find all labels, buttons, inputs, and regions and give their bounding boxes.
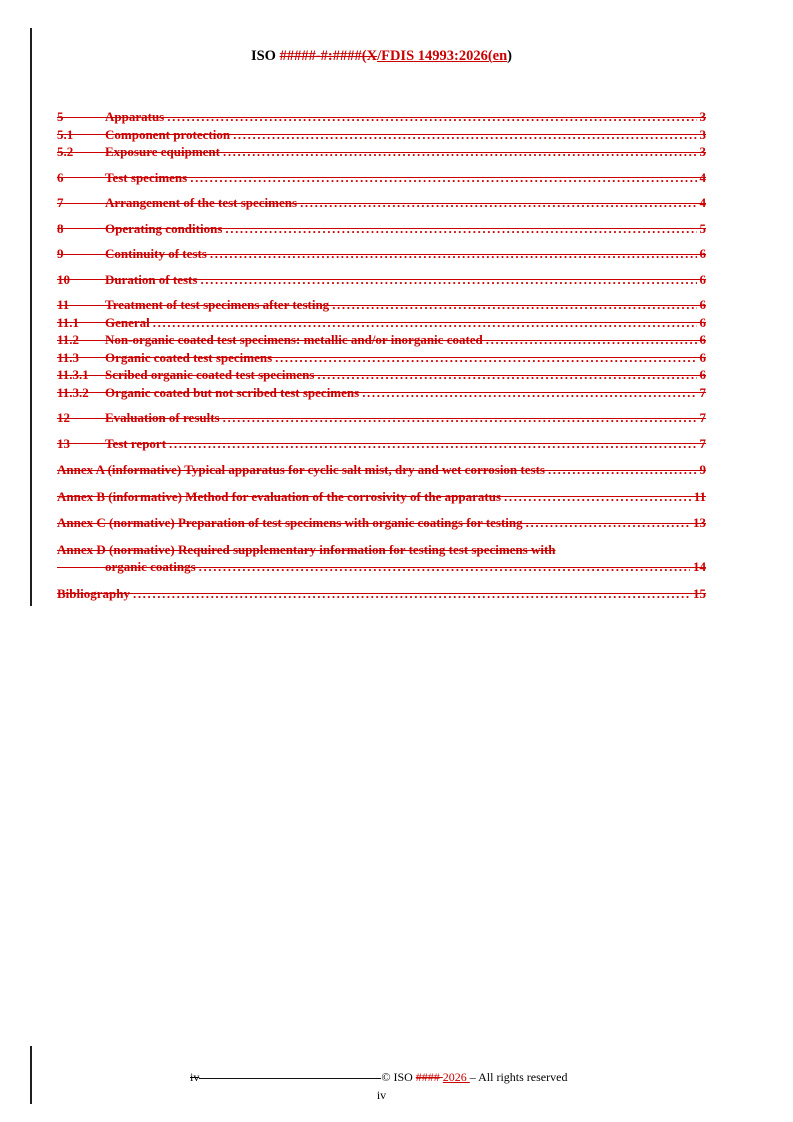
toc-entry-title: Annex A (informative) Typical apparatus for cyclic salt mist, dry and wet corrosion tests <box>57 462 545 477</box>
toc-entry-page: 7 <box>699 410 706 425</box>
toc-entry-title: Apparatus <box>105 109 165 124</box>
toc-entry-number: 6 <box>57 169 64 185</box>
toc-entry-page: 11 <box>693 488 706 504</box>
toc-entry-title: Operating conditions <box>105 220 223 236</box>
toc-entry-page: 4 <box>699 195 706 210</box>
toc-entry-11-1[interactable] <box>57 314 706 332</box>
dot-leader <box>210 245 697 263</box>
toc-entry-title: Exposure equipment <box>105 144 220 159</box>
toc-entry-title: Test report <box>105 435 167 451</box>
copyright-prefix: © ISO <box>381 1070 416 1084</box>
dot-leader <box>233 126 696 144</box>
toc-entry-page: 14 <box>693 559 706 574</box>
toc-entry-5-2[interactable] <box>57 143 706 161</box>
toc-entry-7[interactable] <box>57 194 706 212</box>
toc-entry-number: 11.1 <box>57 314 80 330</box>
dot-leader <box>504 488 691 506</box>
dot-leader <box>200 271 696 289</box>
copyright-year-inserted: 2026 <box>442 1070 470 1084</box>
toc-entry-8[interactable] <box>57 220 706 238</box>
toc-entry-page: 6 <box>699 349 706 365</box>
toc-entry-11[interactable] <box>57 296 706 314</box>
toc-entry-title: Test specimens <box>105 169 188 185</box>
dot-leader <box>133 585 690 603</box>
toc-entry-number: 5 <box>57 109 64 124</box>
toc-entry-title: Scribed organic coated test specimens <box>105 367 315 382</box>
toc-entry-title: Arrangement of the test specimens <box>105 195 298 210</box>
toc-entry-page: 6 <box>699 314 706 330</box>
dot-leader <box>275 349 696 367</box>
dot-leader <box>332 296 696 314</box>
toc-entry-bibliography[interactable] <box>57 585 706 603</box>
dot-leader <box>223 409 697 427</box>
toc-entry-page: 5 <box>699 220 706 236</box>
toc-entry-number: 13 <box>57 435 70 451</box>
dot-leader <box>223 143 697 161</box>
toc-entry-title: Continuity of tests <box>105 246 207 261</box>
toc-entry-annex-d-line1[interactable] <box>57 541 706 559</box>
toc-entry-number: 7 <box>57 195 64 210</box>
toc-entry-number: 11 <box>57 297 70 312</box>
toc-entry-11-3-2[interactable] <box>57 384 706 402</box>
toc-entry-annex-c[interactable] <box>57 514 706 532</box>
copyright-suffix: – All rights reserved <box>469 1070 568 1084</box>
toc-entry-11-3[interactable] <box>57 349 706 367</box>
dot-leader <box>526 514 690 532</box>
toc-entry-title: Non-organic coated test specimens: metallic and/or inorganic coated <box>105 332 483 347</box>
footer-copyright-line <box>57 1070 706 1085</box>
toc-entry-page: 7 <box>699 435 706 451</box>
dot-leader <box>548 461 697 479</box>
toc-entry-number: 11.3 <box>57 349 80 365</box>
footer-page-number: iv <box>376 1088 387 1102</box>
toc-entry-page: 6 <box>699 367 706 382</box>
dot-leader <box>225 220 696 238</box>
toc-entry-title: organic coatings <box>105 559 196 574</box>
toc-entry-number: 12 <box>57 410 70 425</box>
toc-entry-number: 10 <box>57 271 70 287</box>
toc-entry-title: Duration of tests <box>105 271 198 287</box>
toc-entry-title: Component protection <box>105 126 231 142</box>
toc-entry-5-1[interactable] <box>57 126 706 144</box>
toc-entry-annex-a[interactable] <box>57 461 706 479</box>
document-footer <box>57 1070 706 1103</box>
toc-entry-title: Bibliography <box>57 585 130 601</box>
toc-entry-title: Evaluation of results <box>105 410 220 425</box>
toc-entry-page: 3 <box>699 126 706 142</box>
dot-leader <box>153 314 697 332</box>
dot-leader <box>486 331 697 349</box>
document-header <box>57 48 706 65</box>
toc-entry-12[interactable] <box>57 409 706 427</box>
header-deleted-text: #####-#:####(X <box>279 48 378 64</box>
toc-entry-title: Annex B (informative) Method for evaluation of the corrosivity of the apparatus <box>57 488 502 504</box>
toc-entry-number: 9 <box>57 246 64 261</box>
toc-entry-6[interactable] <box>57 169 706 187</box>
toc-entry-title: General <box>105 314 150 330</box>
strikethrough-tab-line <box>199 1078 381 1079</box>
dot-leader <box>190 169 696 187</box>
dot-leader <box>169 435 696 453</box>
toc-entry-page: 6 <box>699 246 706 261</box>
header-suffix: ) <box>507 48 513 64</box>
toc-entry-9[interactable] <box>57 245 706 263</box>
toc-entry-title: Organic coated but not scribed test specimens <box>105 384 360 400</box>
toc-entry-page: 7 <box>699 384 706 400</box>
toc-entry-page: 6 <box>699 271 706 287</box>
change-bar <box>30 28 32 606</box>
change-bar <box>30 1046 32 1104</box>
header-prefix: ISO <box>250 48 280 64</box>
toc-entry-annex-d-line2[interactable] <box>57 558 706 576</box>
toc-entry-page: 15 <box>693 585 706 601</box>
copyright-text <box>381 1070 567 1085</box>
toc-entry-title: Treatment of test specimens after testing <box>105 297 330 312</box>
dot-leader <box>362 384 696 402</box>
dot-leader <box>167 108 696 126</box>
toc-entry-number: 5.2 <box>57 144 74 159</box>
toc-entry-11-2[interactable] <box>57 331 706 349</box>
dot-leader <box>199 558 690 576</box>
toc-entry-number: 11.3.1 <box>57 367 89 382</box>
dot-leader <box>317 366 696 384</box>
toc-entry-number: 5.1 <box>57 126 74 142</box>
toc-entry-page: 6 <box>699 297 706 312</box>
toc-entry-title: Organic coated test specimens <box>105 349 273 365</box>
toc-entry-13[interactable] <box>57 435 706 453</box>
toc-entry-number: 11.3.2 <box>57 384 89 400</box>
toc-entry-title: Annex C (normative) Preparation of test specimens with organic coatings for testing <box>57 515 523 530</box>
toc-entry-number: 8 <box>57 220 64 236</box>
toc-entry-5[interactable] <box>57 108 706 126</box>
toc-entry-11-3-1[interactable] <box>57 366 706 384</box>
toc-entry-page: 3 <box>699 144 706 159</box>
copyright-year-deleted: #### <box>415 1070 443 1084</box>
toc-entry-page: 6 <box>699 332 706 347</box>
toc-entry-annex-b[interactable] <box>57 488 706 506</box>
toc-entry-page: 13 <box>693 515 706 530</box>
toc-entry-page: 3 <box>699 109 706 124</box>
dot-leader <box>300 194 696 212</box>
toc-entry-10[interactable] <box>57 271 706 289</box>
toc-entry-title: Annex D (normative) Required supplementary information for testing test specimens with <box>57 541 556 557</box>
toc-entry-number: 11.2 <box>57 332 80 347</box>
footer-deleted-page-marker: iv <box>190 1070 200 1084</box>
toc-entry-page: 9 <box>699 462 706 477</box>
table-of-contents <box>57 108 706 602</box>
header-inserted-text: /FDIS 14993:2026(en <box>377 48 508 64</box>
toc-entry-page: 4 <box>699 169 706 185</box>
